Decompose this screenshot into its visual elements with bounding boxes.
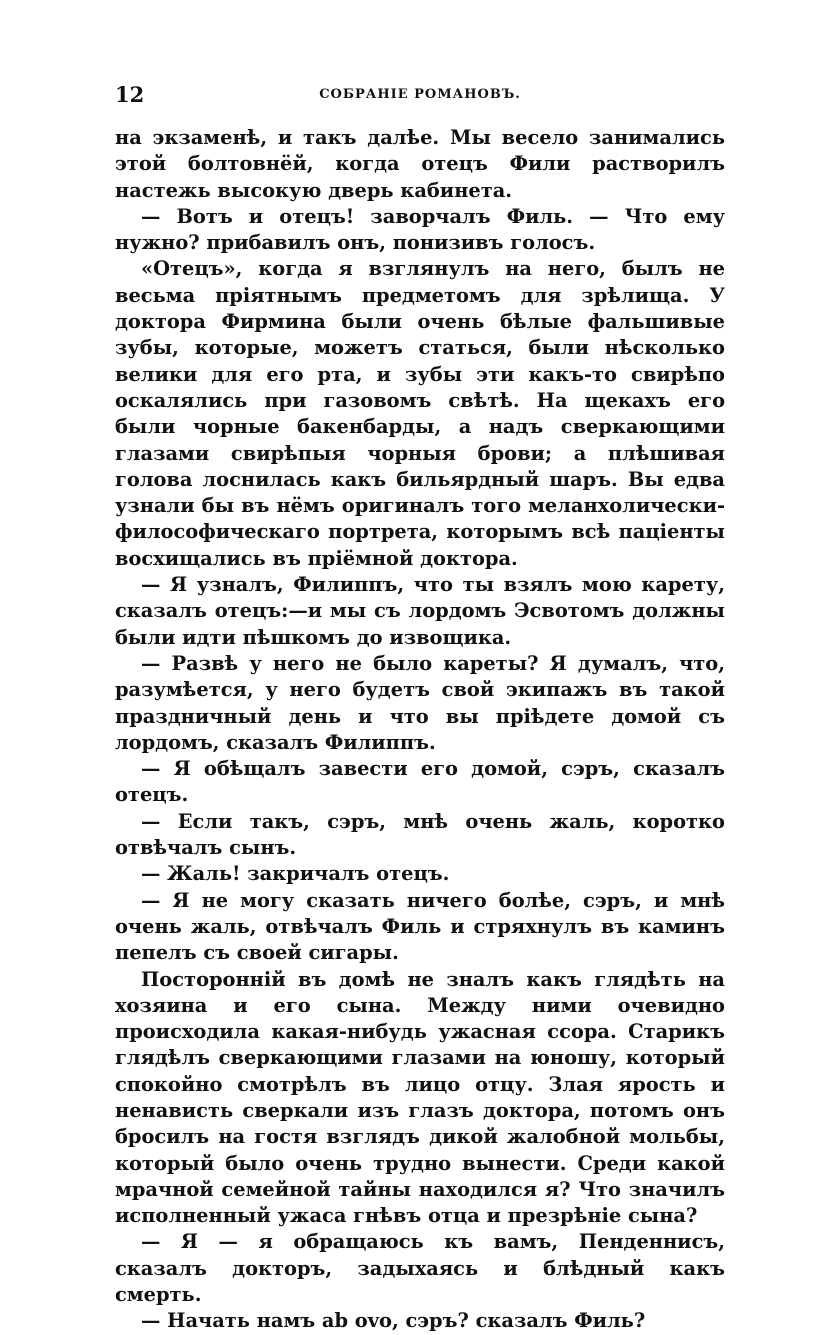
paragraph-dialogue: — Я узналъ, Филиппъ, что ты взялъ мою карету, сказалъ отецъ:—и мы съ лордомъ Эсвотомъ должны были идти пѣшкомъ до извощика. — [115, 573, 725, 649]
paragraph-dialogue: — Вотъ и отецъ! заворчалъ Филь. — Что ему нужно? прибавилъ онъ, понизивъ голосъ. — [115, 204, 725, 255]
paragraph-continuation: на экзаменѣ, и такъ далѣе. Мы весело занимались этой болтовнёй, когда отецъ Фили растворилъ настежь высокую дверь кабинета. — [115, 126, 725, 202]
book-page — [115, 0, 725, 1333]
running-title: СОБРАНІЕ РОМАНОВЪ. — [319, 87, 521, 102]
paragraph-dialogue: — Я не могу сказать ничего болѣе, сэръ, и мнѣ очень жаль, отвѣчалъ Филь и стряхнулъ въ каминъ пепелъ съ своей сигары. — [115, 888, 725, 965]
paragraph-description: «Отецъ», когда я взглянулъ на него, былъ не весьма пріятнымъ предметомъ для зрѣлища. У доктора Фирмина были очень бѣлые фальшивые зубы, которые, можетъ статься, были нѣсколько велики для его рта, и зубы эти какъ-то свирѣпо оскалялись при газовомъ свѣтѣ. На щекахъ его были чорные бакенбарды, а надъ сверкающими глазами свирѣпыя чорныя брови; а плѣшивая голова лоснилась какъ бильярдный шаръ. Вы едва узнали бы въ нёмъ оригиналъ того меланхолически-философическаго портрета, которымъ всѣ паціенты восхищались въ пріёмной доктора. — [115, 257, 725, 570]
paragraph-dialogue: — Я — я обращаюсь къ вамъ, Пенденнисъ, сказалъ докторъ, задыхаясь и блѣдный какъ смерть. — [115, 1230, 725, 1307]
page-number: 12 — [115, 82, 145, 107]
paragraph-dialogue: — Если такъ, сэръ, мнѣ очень жаль, коротко отвѣчалъ сынъ. — [115, 809, 725, 860]
body-text — [115, 125, 725, 1335]
paragraph-dialogue: — Жаль! закричалъ отецъ. — [141, 862, 450, 886]
paragraph-dialogue: — Я обѣщалъ завести его домой, сэръ, сказалъ отецъ. — [115, 757, 725, 807]
paragraph-dialogue: — Начать намъ ab ovo, сэръ? сказалъ Филь? — [141, 1309, 646, 1333]
page-header — [115, 82, 725, 112]
paragraph-dialogue: — Развѣ у него не было кареты? Я думалъ, что, разумѣется, у него будетъ свой экипажъ въ такой праздничный день и что вы пріѣдете домой съ лордомъ, сказалъ Филиппъ. — [115, 651, 725, 754]
paragraph-narrative: Посторонній въ домѣ не зналъ какъ глядѣть на хозяина и его сына. Между ними очевидно происходила какая-нибудь ужасная ссора. Старикъ глядѣлъ сверкающими глазами на юношу, который спокойно смотрѣлъ въ лицо отцу. Злая ярость и ненависть сверкали изъ глазъ доктора, потомъ онъ бросилъ на гостя взглядъ дикой жалобной мольбы, который было очень трудно вынести. Среди какой мрачной семейной тайны находился я? Что значилъ исполненный ужаса гнѣвъ отца и презрѣніе сына? — [115, 967, 725, 1228]
